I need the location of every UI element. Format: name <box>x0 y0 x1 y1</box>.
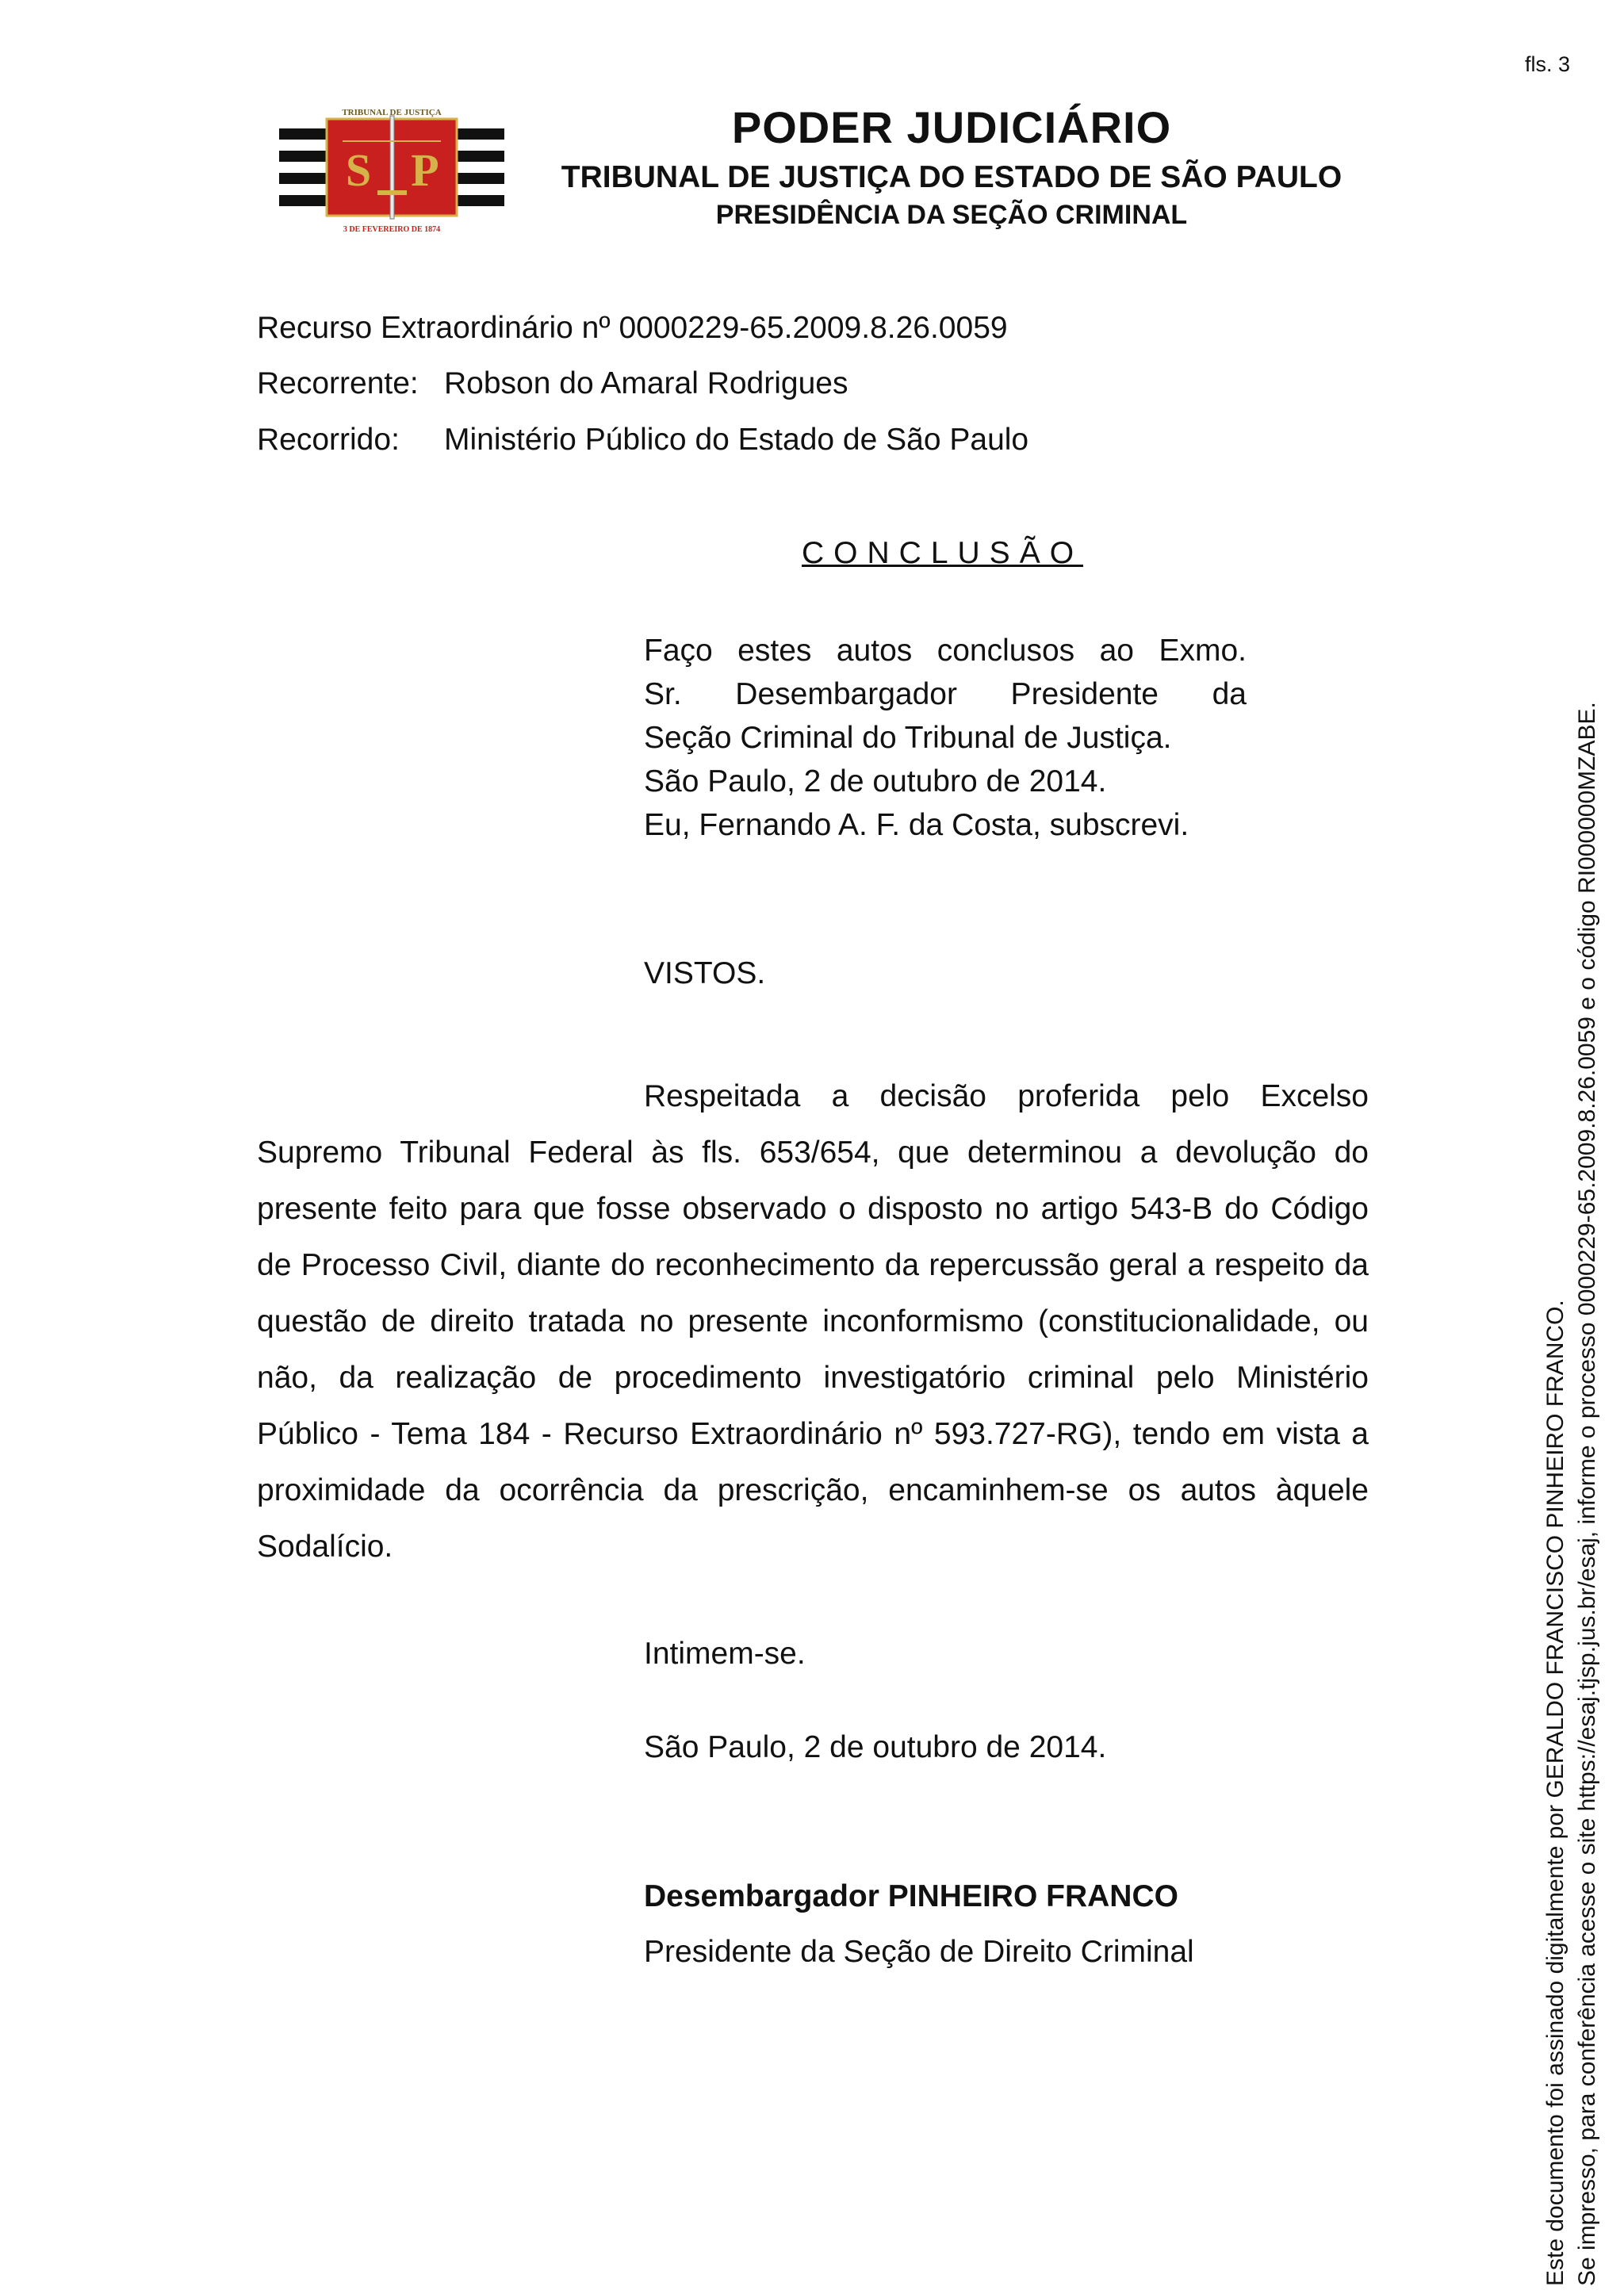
logo-top-text: TRIBUNAL DE JUSTIÇA <box>342 108 442 117</box>
conclusion-line: Eu, Fernando A. F. da Costa, subscrevi. <box>644 808 1189 842</box>
side-note-line-1: Este documento foi assinado digitalmente por GERALDO FRANCISCO PINHEIRO FRANCO. <box>1542 1300 1568 2286</box>
decision-paragraph: Respeitada a decisão proferida pelo Excelso Supremo Tribunal Federal às fls. 653/654, que determinou a devolução do presente feito para que fosse observado o disposto no artigo 543-B do Código de Processo Civil, diante do reconhecimento da repercussão geral a respeito da questão de direito tratada no presente inconformismo (constitucionalidade, ou não, da realização de procedimento investigatório criminal pelo Ministério Público - Tema 184 - Recurso Extraordinário nº 593.727-RG), tendo em vista a proximidade da ocorrência da prescrição, encaminhem-se os autos àquele Sodalício. <box>257 1079 1369 1564</box>
logo-bottom-text: 3 DE FEVEREIRO DE 1874 <box>343 225 441 234</box>
logo-letter-p: P <box>411 144 439 196</box>
header-title: PODER JUDICIÁRIO <box>731 102 1172 152</box>
appellee-name: Ministério Público do Estado de São Paulo <box>444 423 1029 457</box>
conclusion-line: Seção Criminal do Tribunal de Justiça. <box>644 721 1172 755</box>
header-court: TRIBUNAL DE JUSTIÇA DO ESTADO DE SÃO PAULO <box>561 160 1342 194</box>
appellant-row <box>257 366 848 401</box>
conclusion-line: São Paulo, 2 de outubro de 2014. <box>644 764 1107 798</box>
case-number: Recurso Extraordinário nº 0000229-65.2009.8.26.0059 <box>257 311 1008 345</box>
place-date: São Paulo, 2 de outubro de 2014. <box>644 1730 1107 1764</box>
header-section: PRESIDÊNCIA DA SEÇÃO CRIMINAL <box>715 200 1188 230</box>
page-number: fls. 3 <box>1524 52 1570 76</box>
conclusion-body <box>644 629 1247 847</box>
signatory-name: Desembargador PINHEIRO FRANCO <box>644 1879 1178 1913</box>
appellee-label: Recorrido: <box>257 423 400 457</box>
conclusion-line: Sr. Desembargador Presidente da <box>644 677 1247 711</box>
digital-signature-note <box>1540 637 1603 2286</box>
appellant-label: Recorrente: <box>257 366 419 400</box>
intimation-text: Intimem-se. <box>644 1637 806 1671</box>
appellant-name: Robson do Amaral Rodrigues <box>444 366 848 400</box>
logo-letter-s: S <box>345 144 372 196</box>
side-note-line-2: Se impresso, para conferência acesse o site https://esaj.tjsp.jus.br/esaj, informe o processo 0000229-65.2009.8.26.0059 e o código RI000000MZABE. <box>1574 702 1600 2286</box>
appellee-row <box>257 423 1028 458</box>
vistos-heading: VISTOS. <box>644 956 766 990</box>
conclusion-line: Faço estes autos conclusos ao Exmo. <box>644 634 1247 668</box>
signatory-role: Presidente da Seção de Direito Criminal <box>644 1935 1194 1969</box>
conclusion-title: CONCLUSÃO <box>802 536 1084 570</box>
court-seal-logo <box>279 108 504 235</box>
